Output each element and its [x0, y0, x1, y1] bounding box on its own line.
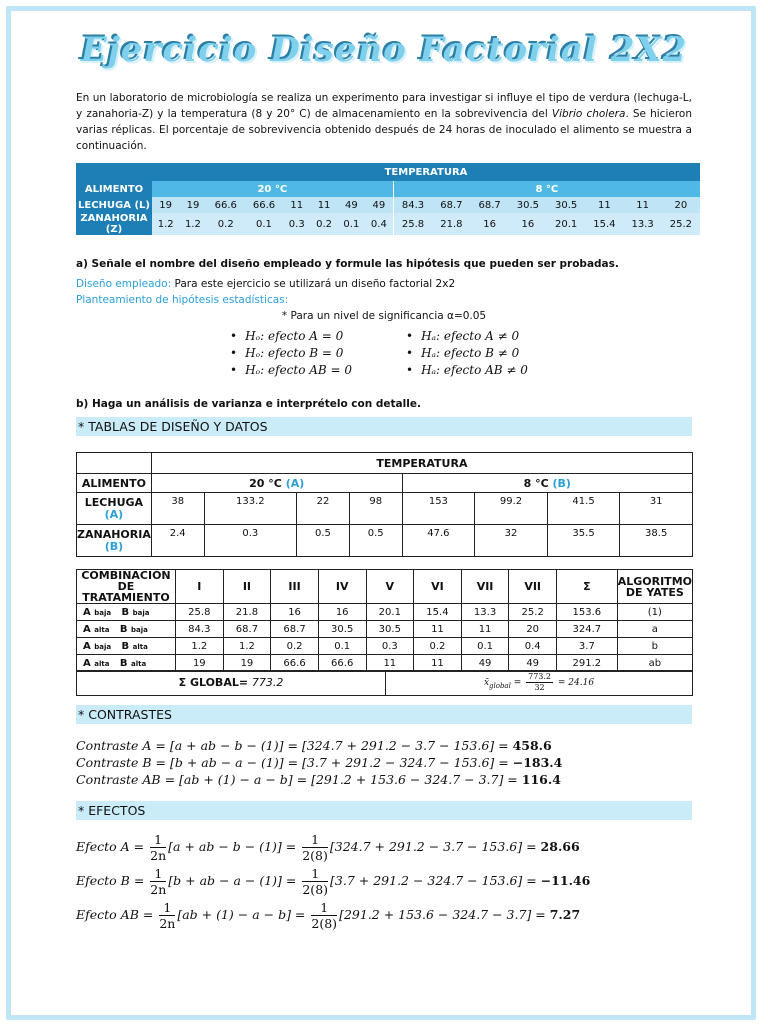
data-cell: 30.5 [366, 621, 414, 638]
intro-paragraph: En un laboratorio de microbiología se realiza un experimento para investigar si influye el tipo de verdura (lechuga-L, y zanahoria-Z) y la temperatura (8 y 20° C) de almacenamiento en la sobrevivencia del Vibrio cholera. Se hicieron varias réplicas. El porcentaje de sobrevivencia obtenido después de 24 horas de inoculado el alimento se muestra a continuación. [76, 92, 692, 152]
data-cell: 25.8 [393, 213, 432, 235]
data-cell: 20.1 [366, 604, 414, 621]
data-cell: 68.7 [471, 197, 509, 213]
data-cell: 66.6 [271, 655, 319, 672]
header-cell: VI [414, 570, 462, 604]
data-cell: 0.2 [414, 638, 462, 655]
data-cell: 20 [509, 621, 557, 638]
data-cell: 31 [620, 493, 693, 525]
data-cell: 1.2 [223, 638, 271, 655]
hypothesis-label: Planteamiento de hipótesis estadísticas: [76, 294, 289, 306]
raw-data-table: TEMPERATURA ALIMENTO 20 °C 8 °C LECHUGA (L) 19 19 66.6 66.6 11 11 49 49 84.3 68.7 68.7 30.5 30.5 11 11 20 ZANAHORIA (Z) 1.2 1.2 0.2 0.1 0.3 0.2 0.1 0.4 25.8 21.8 16 16 20.1 15.4 13.3 25.2 [76, 163, 700, 235]
data-cell: 47.6 [402, 525, 475, 557]
data-cell: 68.7 [223, 621, 271, 638]
data-cell: 84.3 [176, 621, 224, 638]
data-cell: 38.5 [620, 525, 693, 557]
data-cell: 30.5 [318, 621, 366, 638]
data-cell: 153 [402, 493, 475, 525]
data-cell: 35.5 [547, 525, 620, 557]
data-cell: 19 [223, 655, 271, 672]
data-cell: 1.2 [152, 213, 179, 235]
data-cell: 66.6 [245, 197, 283, 213]
contrast-ab: Contraste AB = [ab + (1) − a − b] = [291.2 + 153.6 − 324.7 − 3.7] = 116.4 [76, 772, 561, 787]
data-cell: 0.5 [349, 525, 402, 557]
design-table: TEMPERATURA ALIMENTO 20 °C (A) 8 °C (B) LECHUGA (A) 38 133.2 22 98 153 99.2 41.5 31 ZANAHORIA (B) 2.4 0.3 0.5 0.5 47.6 32 35.5 38.5 [76, 452, 693, 557]
data-cell: 0.2 [271, 638, 319, 655]
effect-b: Efecto B = $\frac{1}{2n}$ [b + ab − a − (1)] = $\frac{1}{2(8)}$ [3.7 + 291.2 − 324.7 − 153.6] = −11.46 [76, 866, 591, 897]
yates-table [76, 569, 693, 672]
alt-hypotheses: • Hₐ: efecto A ≠ 0 • Hₐ: efecto B ≠ 0 • Hₐ: efecto AB ≠ 0 [406, 328, 528, 379]
data-cell: 0.5 [297, 525, 350, 557]
data-cell: 49 [338, 197, 365, 213]
header-cell: Σ [557, 570, 618, 604]
page-title: Ejercicio Diseño Factorial 2X2 [80, 30, 688, 70]
data-cell: 11 [283, 197, 310, 213]
data-cell: 84.3 [393, 197, 432, 213]
header-cell: I [176, 570, 224, 604]
data-cell: 324.7 [557, 621, 618, 638]
data-cell: 30.5 [547, 197, 585, 213]
effect-ab: Efecto AB = $\frac{1}{2n}$ [ab + (1) − a − b] = $\frac{1}{2(8)}$ [291.2 + 153.6 − 324.7 − 3.7] = 7.27 [76, 900, 581, 931]
data-cell: 38 [151, 493, 204, 525]
data-cell: 0.1 [338, 213, 365, 235]
data-cell: 1.2 [179, 213, 206, 235]
data-cell: (1) [617, 604, 692, 621]
data-cell: 11 [461, 621, 509, 638]
header-cell: COMBINACIÓN DE TRATAMIENTO [77, 570, 176, 604]
header-cell: III [271, 570, 319, 604]
data-cell: 0.4 [509, 638, 557, 655]
data-cell: 16 [318, 604, 366, 621]
data-cell: 68.7 [432, 197, 470, 213]
question-a: a) Señale el nombre del diseño empleado y formule las hipótesis que pueden ser probadas. [76, 258, 619, 270]
contrast-a: Contraste A = [a + ab − b − (1)] = [324.7 + 291.2 − 3.7 − 153.6] = 458.6 [76, 738, 552, 753]
data-cell: 11 [366, 655, 414, 672]
data-cell: 19 [179, 197, 206, 213]
header-cell: II [223, 570, 271, 604]
data-cell: 0.2 [310, 213, 337, 235]
data-cell: 66.6 [318, 655, 366, 672]
data-cell: 25.2 [509, 604, 557, 621]
data-cell: 15.4 [585, 213, 623, 235]
data-cell: 16 [271, 604, 319, 621]
data-cell: 21.8 [223, 604, 271, 621]
data-cell: 20.1 [547, 213, 585, 235]
header-cell: VII [461, 570, 509, 604]
header-cell: VII [509, 570, 557, 604]
data-cell: 25.8 [176, 604, 224, 621]
treatment-cell: A baja B baja [77, 604, 176, 621]
data-cell: 68.7 [271, 621, 319, 638]
header-cell: IV [318, 570, 366, 604]
treatment-cell: A alta B alta [77, 655, 176, 672]
data-cell: 133.2 [204, 493, 296, 525]
data-cell: 153.6 [557, 604, 618, 621]
treatment-cell: A alta B baja [77, 621, 176, 638]
data-cell: 11 [585, 197, 623, 213]
data-cell: 0.2 [207, 213, 245, 235]
data-cell: 0.4 [365, 213, 393, 235]
data-cell: 0.1 [245, 213, 283, 235]
data-cell: 16 [509, 213, 547, 235]
data-cell: 11 [623, 197, 661, 213]
data-cell: 41.5 [547, 493, 620, 525]
data-cell: 16 [471, 213, 509, 235]
data-cell: 66.6 [207, 197, 245, 213]
treatment-cell: A baja B alta [77, 638, 176, 655]
data-cell: 49 [461, 655, 509, 672]
data-cell: 15.4 [414, 604, 462, 621]
data-cell: 49 [509, 655, 557, 672]
header-cell: V [366, 570, 414, 604]
section-band-effects: * EFECTOS [76, 801, 692, 820]
data-cell: a [617, 621, 692, 638]
data-cell: 11 [414, 655, 462, 672]
contrast-b: Contraste B = [b + ab − a − (1)] = [3.7 + 291.2 − 324.7 − 153.6] = −183.4 [76, 755, 563, 770]
design-used: Diseño empleado: Para este ejercicio se utilizará un diseño factorial 2x2 [76, 278, 456, 290]
data-cell: ab [617, 655, 692, 672]
data-cell: 32 [475, 525, 548, 557]
data-cell: 0.1 [318, 638, 366, 655]
data-cell: 49 [365, 197, 393, 213]
data-cell: 291.2 [557, 655, 618, 672]
data-cell: 3.7 [557, 638, 618, 655]
data-cell: 98 [349, 493, 402, 525]
section-band-design: * TABLAS DE DISEÑO Y DATOS [76, 417, 692, 436]
data-cell: 30.5 [509, 197, 547, 213]
data-cell: 11 [310, 197, 337, 213]
section-band-contrasts: * CONTRASTES [76, 705, 692, 724]
data-cell: 0.1 [461, 638, 509, 655]
data-cell: 13.3 [623, 213, 661, 235]
data-cell: b [617, 638, 692, 655]
data-cell: 2.4 [151, 525, 204, 557]
data-cell: 20 [662, 197, 700, 213]
header-cell: ALGORITMO DE YATES [617, 570, 692, 604]
data-cell: 22 [297, 493, 350, 525]
effect-a: Efecto A = $\frac{1}{2n}$ [a + ab − b − (1)] = $\frac{1}{2(8)}$ [324.7 + 291.2 − 3.7 − 153.6] = 28.66 [76, 832, 580, 863]
data-cell: 99.2 [475, 493, 548, 525]
data-cell: 1.2 [176, 638, 224, 655]
null-hypotheses: • Hₒ: efecto A = 0 • Hₒ: efecto B = 0 • Hₒ: efecto AB = 0 [230, 328, 352, 379]
data-cell: 25.2 [662, 213, 700, 235]
data-cell: 0.3 [366, 638, 414, 655]
data-cell: 21.8 [432, 213, 470, 235]
global-sum-row: Σ GLOBAL= 773.2 $x̄_{global}$ = $\frac{773.2}{32}$ = 24.16 [76, 670, 693, 696]
alpha-note: * Para un nivel de significancia α=0.05 [281, 310, 487, 322]
data-cell: 13.3 [461, 604, 509, 621]
data-cell: 19 [152, 197, 179, 213]
question-b: b) Haga un análisis de varianza e interprételo con detalle. [76, 398, 421, 410]
data-cell: 0.3 [204, 525, 296, 557]
data-cell: 0.3 [283, 213, 310, 235]
data-cell: 19 [176, 655, 224, 672]
data-cell: 11 [414, 621, 462, 638]
